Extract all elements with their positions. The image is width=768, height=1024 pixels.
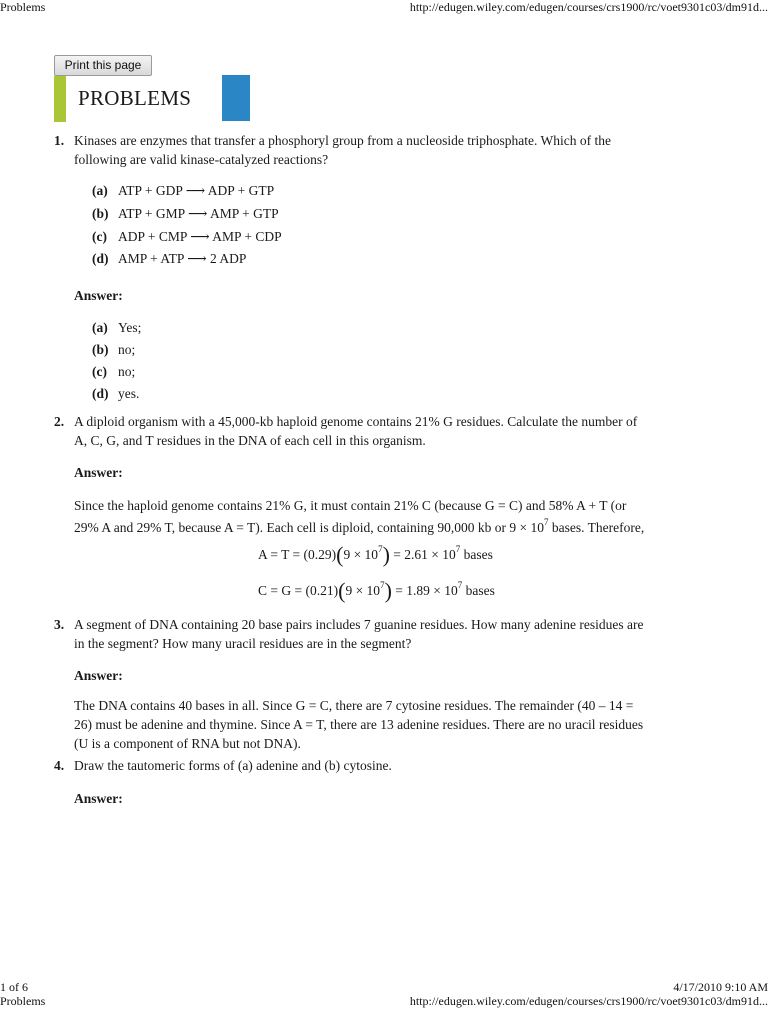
heading-accent-bar	[54, 76, 66, 122]
question-3-line-2: in the segment? How many uracil residues are in the segment?	[74, 636, 412, 651]
answer-label: Answer:	[74, 465, 123, 480]
option-label: (d)	[92, 251, 109, 266]
question-4-line-1: Draw the tautomeric forms of (a) adenine and (b) cytosine.	[74, 758, 392, 773]
question-number: 2.	[54, 414, 65, 429]
question-number: 3.	[54, 617, 65, 632]
question-1-line-1: Kinases are enzymes that transfer a phosphoryl group from a nucleoside triphosphate. Which of the	[74, 133, 611, 148]
print-header-url: http://edugen.wiley.com/edugen/courses/crs1900/rc/voet9301c03/dm91d...	[409, 0, 768, 14]
answer-label: Answer:	[74, 668, 123, 683]
question-1-line-2: following are valid kinase-catalyzed reactions?	[74, 152, 329, 167]
print-page-button[interactable]: Print this page	[54, 55, 152, 76]
equation-cg: $C = G = (0.21)(9 \times 10^7) = 1.89 \times 10^7$ bases	[258, 578, 495, 603]
answer-option-label: (a)	[92, 320, 108, 335]
option-text: AMP + ATP ⟶ 2 ADP	[118, 251, 247, 266]
answer-option-text: no;	[118, 364, 136, 379]
option-label: (c)	[92, 229, 107, 244]
answer-option-label: (d)	[92, 386, 109, 401]
answer-label: Answer:	[74, 791, 123, 806]
answer-option-label: (b)	[92, 342, 109, 357]
question-number: 4.	[54, 758, 65, 773]
answer-3-line-3: (U is a component of RNA but not DNA).	[74, 736, 301, 751]
answer-label: Answer:	[74, 288, 123, 303]
answer-option-text: yes.	[118, 386, 140, 401]
equation-at: $A = T = (0.29)(9 \times 10^7) = 2.61 \times 10^7$ bases	[258, 542, 493, 567]
option-text: ADP + CMP ⟶ AMP + CDP	[118, 229, 282, 244]
option-text: ATP + GDP ⟶ ADP + GTP	[118, 183, 275, 198]
answer-2-line-2: 29% A and 29% T, because A = T). Each cell is diploid, containing 90,000 kb or $9 \times 10^7$ bases. Therefore,	[74, 517, 645, 535]
option-label: (a)	[92, 183, 108, 198]
answer-option-text: no;	[118, 342, 136, 357]
question-number: 1.	[54, 133, 65, 148]
question-2-line-2: A, C, G, and T residues in the DNA of each cell in this organism.	[74, 433, 426, 448]
page-count: 1 of 6	[0, 980, 28, 994]
answer-2-line-1: Since the haploid genome contains 21% G, it must contain 21% C (because G = C) and 58% A + T (or	[74, 498, 627, 513]
option-label: (b)	[92, 206, 109, 221]
print-header-title: Problems	[0, 0, 46, 14]
question-3-line-1: A segment of DNA containing 20 base pairs includes 7 guanine residues. How many adenine residues are	[74, 617, 644, 632]
print-header-url: http://edugen.wiley.com/edugen/courses/crs1900/rc/voet9301c03/dm91d...	[409, 994, 768, 1008]
answer-option-text: Yes;	[118, 320, 142, 335]
page-title: PROBLEMS	[78, 86, 192, 110]
option-text: ATP + GMP ⟶ AMP + GTP	[118, 206, 279, 221]
print-timestamp: 4/17/2010 9:10 AM	[673, 980, 768, 994]
heading-accent-box	[222, 75, 250, 121]
answer-option-label: (c)	[92, 364, 107, 379]
print-header-title: Problems	[0, 994, 46, 1008]
answer-3-line-1: The DNA contains 40 bases in all. Since G = C, there are 7 cytosine residues. The remainder (40 – 14 =	[74, 698, 634, 713]
question-2-line-1: A diploid organism with a 45,000-kb haploid genome contains 21% G residues. Calculate the number of	[74, 414, 638, 429]
answer-3-line-2: 26) must be adenine and thymine. Since A = T, there are 13 adenine residues. There are no uracil residues	[74, 717, 644, 732]
